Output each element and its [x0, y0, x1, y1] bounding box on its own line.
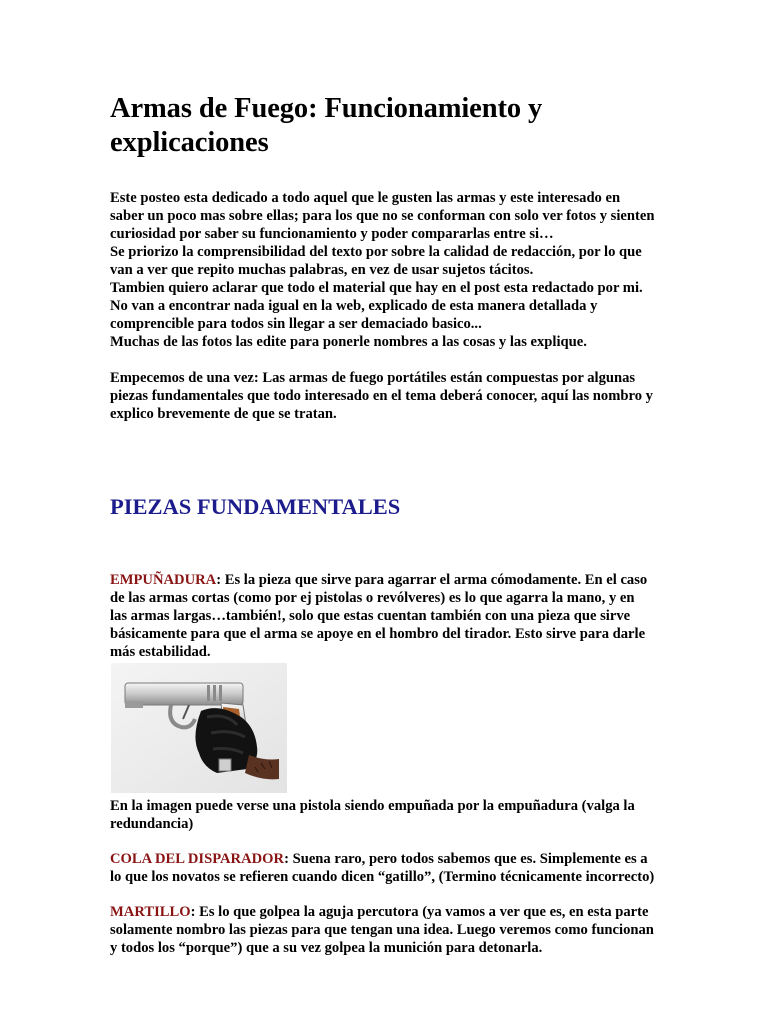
photo-caption: En la imagen puede verse una pistola siendo empuñada por la empuñadura (valga la redundancia)	[110, 798, 635, 832]
piece-martillo	[110, 903, 655, 957]
intro-paragraph-2: Se priorizo la comprensibilidad del texto por sobre la calidad de redacción, por lo que van a ver que repito muchas palabras, en vez de usar sujetos tácitos.	[110, 244, 642, 278]
pistol-grip-photo	[111, 663, 287, 793]
piece-term: COLA DEL DISPARADOR	[110, 851, 285, 867]
intro-section	[110, 189, 655, 423]
intro-paragraph-4: Muchas de las fotos las edite para ponerle nombres a las cosas y las explique.	[110, 334, 587, 350]
intro-paragraph-1: Este posteo esta dedicado a todo aquel que le gusten las armas y este interesado en saber un poco mas sobre ellas; para los que no se conforman con solo ver fotos y sienten curiosidad por saber su funcionamiento y poder compararlas entre si…	[110, 190, 655, 242]
piece-description: : Es lo que golpea la aguja percutora (ya vamos a ver que es, en esta parte solamente nombro las piezas para que tengan una idea. Luego veremos como funcionan y todos los “porque”) que a su vez golpea la munición para detonarla.	[110, 904, 654, 956]
piece-term: MARTILLO	[110, 904, 191, 920]
pieces-section	[110, 571, 655, 957]
piece-empunadura	[110, 571, 655, 661]
section-heading: PIEZAS FUNDAMENTALES	[110, 494, 401, 519]
piece-description: : Es la pieza que sirve para agarrar el arma cómodamente. En el caso de las armas cortas (como por ej pistolas o revólveres) es lo que agarra la mano, y en las armas largas…también!, solo que estas cuentan también con una pieza que sirve básicamente para que el arma se apoye en el hombro del tirador. Esto sirve para darle más estabilidad.	[110, 572, 648, 660]
intro-paragraph-3: Tambien quiero aclarar que todo el material que hay en el post esta redactado por mi. No van a encontrar nada igual en la web, explicado de esta manera detallada y comprencible para todos sin llegar a ser demaciado basico...	[110, 280, 643, 332]
piece-term: EMPUÑADURA	[110, 572, 217, 588]
document-title: Armas de Fuego: Funcionamiento y explicaciones	[110, 93, 543, 158]
intro-paragraph-5: Empecemos de una vez: Las armas de fuego portátiles están compuestas por algunas piezas fundamentales que todo interesado en el tema deberá conocer, aquí las nombro y explico brevemente de que se tratan.	[110, 370, 653, 422]
piece-description: : Suena raro, pero todos sabemos que es. Simplemente es a lo que los novatos se refieren cuando dicen “gatillo”, (Termino técnicamente incorrecto)	[110, 851, 655, 885]
document-page	[110, 92, 655, 957]
pistol-grip-illustration	[111, 663, 287, 793]
piece-cola-disparador	[110, 850, 655, 886]
